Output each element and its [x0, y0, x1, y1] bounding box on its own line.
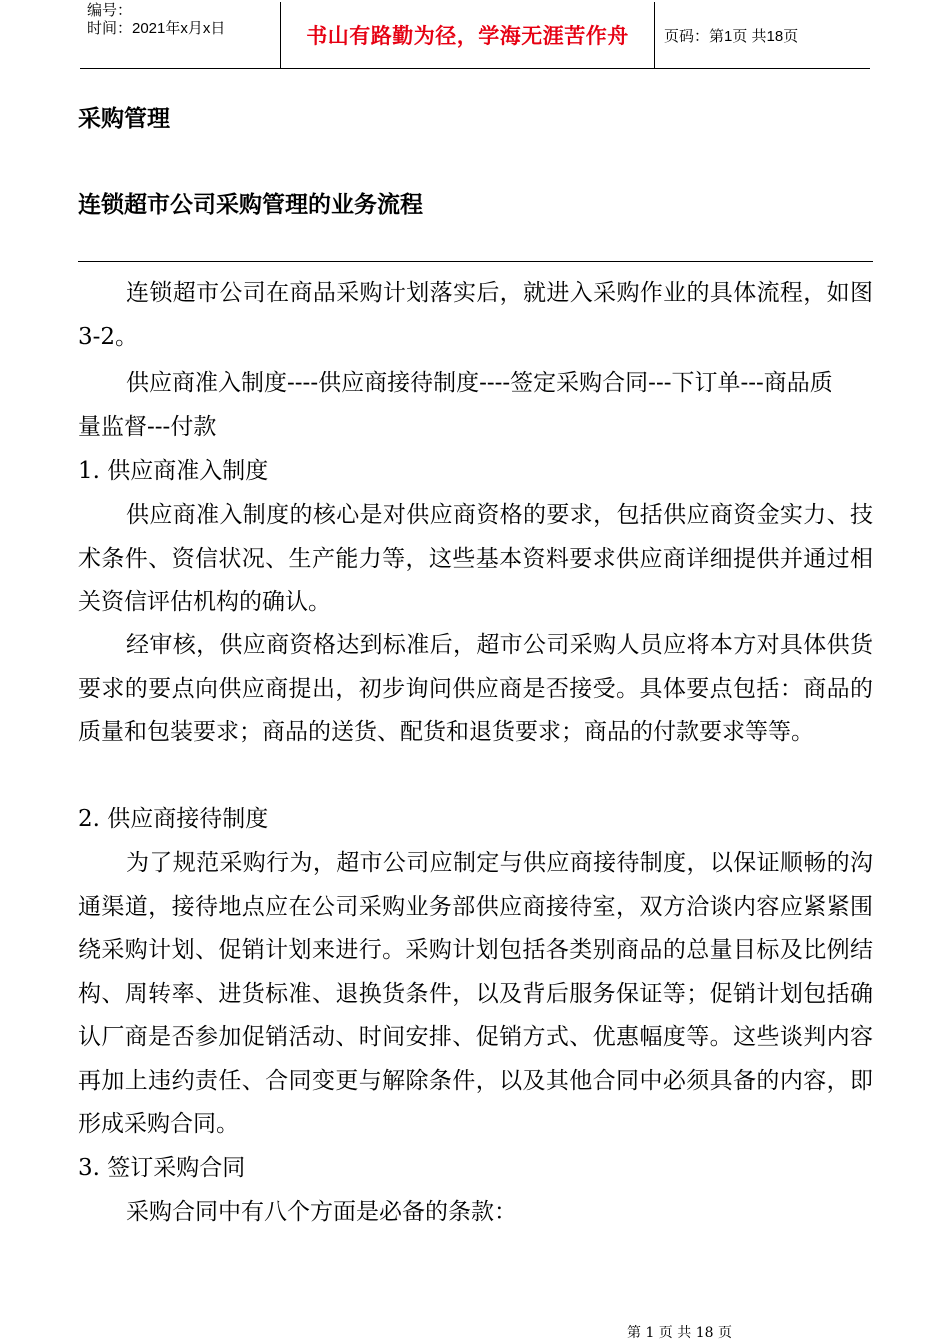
- header-motto: 书山有路勤为径，学海无涯苦作舟: [281, 2, 655, 68]
- time-label: 时间：2021年x月x日: [87, 20, 226, 37]
- page-header: [80, 2, 870, 69]
- number-label: 编号：: [87, 2, 133, 19]
- process-flow: 供应商准入制度----供应商接待制度----签定采购合同---下订单---商品质量监督---付款: [78, 370, 833, 440]
- doc-title: 采购管理: [78, 106, 170, 132]
- title-divider: [78, 261, 873, 262]
- paragraph: 经审核，供应商资格达到标准后，超市公司采购人员应将本方对具体供货要求的要点向供应商提出，初步询问供应商是否接受。具体要点包括：商品的质量和包装要求；商品的送货、配货和退货要求；商品的付款要求等等。: [78, 632, 873, 745]
- paragraph: 为了规范采购行为，超市公司应制定与供应商接待制度，以保证顺畅的沟通渠道，接待地点应在公司采购业务部供应商接待室，双方洽谈内容应紧紧围绕采购计划、促销计划来进行。采购计划包括各类别商品的总量目标及比例结构、周转率、进货标准、退换货条件，以及背后服务保证等；促销计划包括确认厂商是否参加促销活动、时间安排、促销方式、优惠幅度等。这些谈判内容再加上违约责任、合同变更与解除条件，以及其他合同中必须具备的内容，即形成采购合同。: [78, 850, 873, 1137]
- paragraph: 采购合同中有八个方面是必备的条款：: [126, 1199, 517, 1225]
- doc-subtitle: 连锁超市公司采购管理的业务流程: [78, 192, 423, 218]
- header-meta: [80, 2, 281, 68]
- page-footer: 第 1 页 共 18 页: [627, 1325, 732, 1341]
- header-page-info: 页码：第1页 共18页: [664, 27, 799, 45]
- section-heading: 2. 供应商接待制度: [78, 806, 269, 832]
- section-heading: 1. 供应商准入制度: [78, 458, 269, 484]
- section-heading: 3. 签订采购合同: [78, 1155, 246, 1181]
- paragraph: 供应商准入制度的核心是对供应商资格的要求，包括供应商资金实力、技术条件、资信状况、生产能力等，这些基本资料要求供应商详细提供并通过相关资信评估机构的确认。: [78, 502, 873, 615]
- intro-paragraph: 连锁超市公司在商品采购计划落实后，就进入采购作业的具体流程，如图3-2。: [78, 280, 873, 350]
